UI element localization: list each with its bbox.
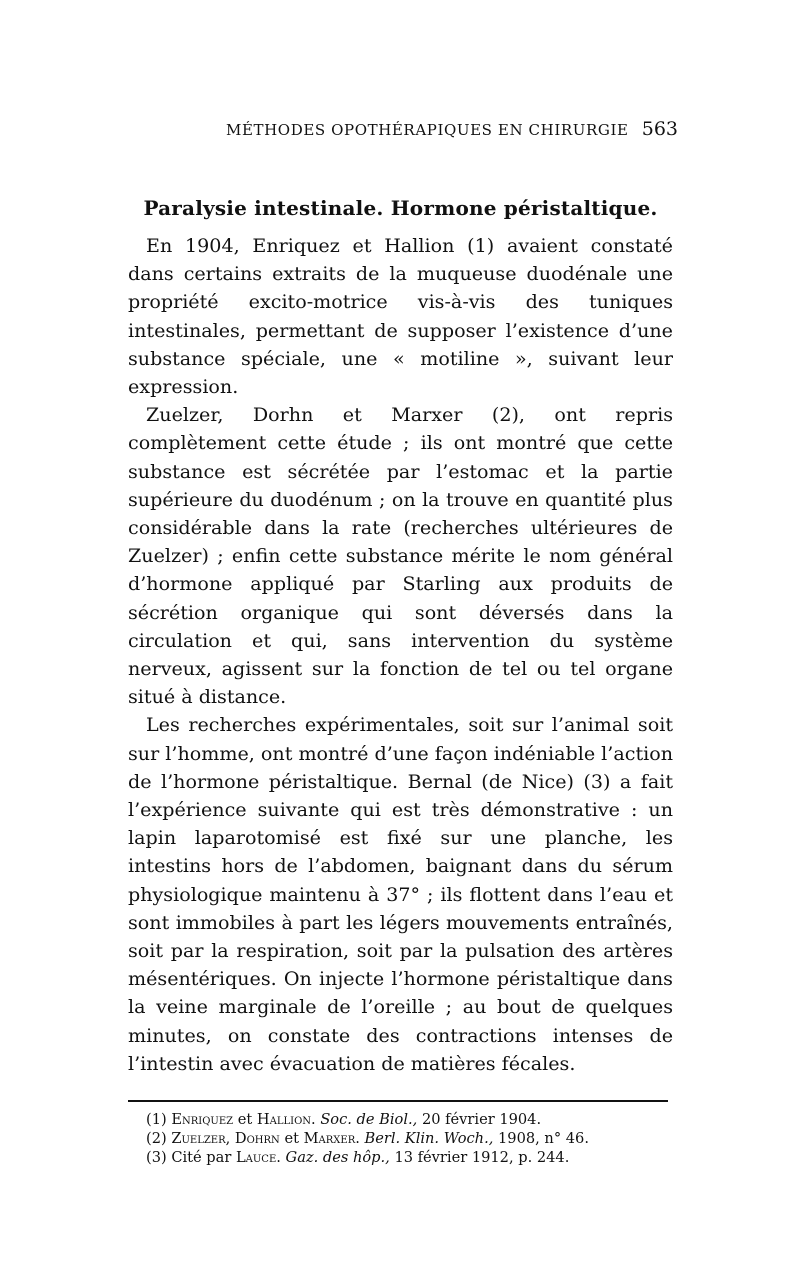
footnote-authors-2: Hallion. [256,1111,316,1129]
running-head [128,118,678,140]
footnote-marker: (1) [146,1111,167,1129]
paragraph-1: En 1904, Enriquez et Hallion (1) avaient constaté dans certains extraits de la muqueuse duodénale une propriété excito-motrice vis-à-vis des tuniques intestinales, permettant de supposer l’existence d’une substance spéciale, une « motiline », suivant leur expression. [128,234,673,399]
paragraph-3: Les recherches expérimentales, soit sur l’animal soit sur l’homme, ont montré d’une façon indéniable l’action de l’hormone péristaltique. Bernal (de Nice) (3) a fait l’expérience suivante qui est très démonstrative : un lapin laparotomisé est fixé sur une planche, les intestins hors de l’abdomen, baignant dans du sérum physiologique maintenu à 37° ; ils flottent dans l’eau et sont immobiles à part les légers mouvements entraînés, soit par la respiration, soit par la pulsation des artères mésentériques. On injecte l’hormone péristaltique dans la veine marginale de l’oreille ; au bout de quelques minutes, on constate des contractions intenses de l’intestin avec évacuation de matières fécales. [128,713,674,1075]
running-title: MÉTHODES OPOTHÉRAPIQUES EN CHIRURGIE [226,121,629,139]
footnote-source: Gaz. des hôp., [285,1149,390,1167]
footnote-3 [146,1148,673,1167]
footnote-details: 20 février 1904. [421,1111,542,1129]
page-number: 563 [641,118,678,140]
footnote-divider [128,1100,668,1102]
footnote-details: 1908, n° 46. [498,1130,589,1148]
footnote-marker: (3) [146,1149,167,1167]
footnote-authors-2: Marxer. [303,1130,360,1148]
footnote-details: 13 février 1912, p. 244. [394,1149,570,1167]
footnote-2 [146,1129,673,1148]
footnotes [128,1110,673,1167]
footnote-authors-2: Lauce. [235,1149,281,1167]
footnote-marker: (2) [146,1130,167,1148]
footnote-authors: Zuelzer, Dohrn [171,1130,280,1148]
footnote-connector: Cité par [171,1149,232,1167]
footnote-source: Soc. de Biol., [320,1111,418,1129]
footnote-1 [146,1110,673,1129]
footnote-connector: et [237,1111,253,1129]
section-heading: Paralysie intestinale. Hormone péristaltique. [143,196,658,220]
footnote-authors: Enriquez [171,1111,234,1129]
footnote-connector: et [284,1130,299,1148]
paragraph-2: Zuelzer, Dorhn et Marxer (2), ont repris complètement cette étude ; ils ont montré que cette substance est sécrétée par l’estomac et la partie supérieure du duodénum ; on la trouve en quantité plus considérable dans la rate (recherches ultérieures de Zuelzer) ; enfin cette substance mérite le nom général d’hormone appliqué par Starling aux produits de sécrétion organique qui sont déversés dans la circulation et qui, sans intervention du système nerveux, agissent sur la fonction de tel ou tel organe situé à distance. [128,403,673,709]
page-body [128,196,673,1167]
footnote-source: Berl. Klin. Woch., [364,1130,494,1148]
